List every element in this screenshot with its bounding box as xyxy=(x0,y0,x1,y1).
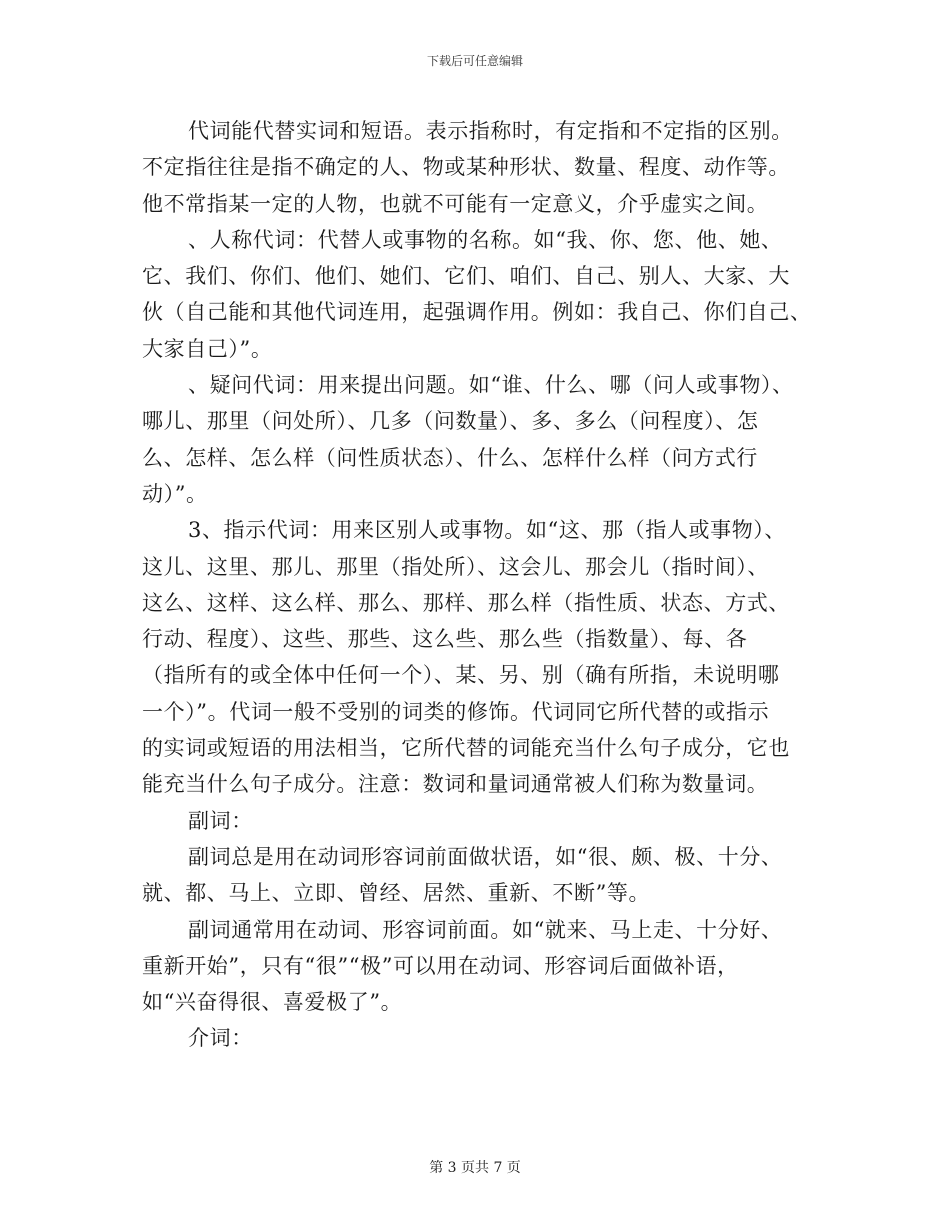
body-line: 行动、程度）、这些、那些、这么些、那么些（指数量）、每、各 xyxy=(142,627,748,652)
body-line: 这么、这样、这么样、那么、那样、那么样（指性质、状态、方式、 xyxy=(142,590,790,615)
body-line: 的实词或短语的用法相当，它所代替的词能充当什么句子成分，它也 xyxy=(142,736,790,761)
body-line: 重新开始”，只有“很”“极”可以用在动词、形容词后面做补语， xyxy=(142,953,739,978)
body-line: 代词能代替实词和短语。表示指称时，有定指和不定指的区别。 xyxy=(188,119,793,143)
body-line: 哪儿、那里（问处所）、几多（问数量）、多、多么（问程度）、怎 xyxy=(142,409,759,434)
section-heading: 介词： xyxy=(188,1026,253,1051)
body-line: 能充当什么句子成分。注意：数词和量词通常被人们称为数量词。 xyxy=(142,772,769,797)
body-line: 他不常指某一定的人物，也就不可能有一定意义，介乎虚实之间。 xyxy=(142,191,769,216)
body-line: 就、都、马上、立即、曾经、居然、重新、不断”等。 xyxy=(142,881,651,906)
body-line: 如“兴奋得很、喜爱极了”。 xyxy=(142,990,403,1015)
body-line: 副词总是用在动词形容词前面做状语，如“很、颇、极、十分、 xyxy=(188,844,783,869)
page-header: 下载后可任意编辑 xyxy=(426,54,523,68)
page-footer: 第 3 页共 7 页 xyxy=(429,1160,521,1176)
body-line: 一个）”。代词一般不受别的词类的修饰。代词同它所代替的或指示 xyxy=(142,699,770,724)
document-body xyxy=(142,113,812,1057)
body-line: 大家自己）”。 xyxy=(142,336,273,361)
body-line: 它、我们、你们、他们、她们、它们、咱们、自己、别人、大家、大 xyxy=(142,264,790,289)
body-line: 3、指示代词：用来区别人或事物。如“这、那（指人或事物）、 xyxy=(188,518,786,543)
body-line: 、疑问代词：用来提出问题。如“谁、什么、哪（问人或事物）、 xyxy=(188,373,794,398)
body-line: 不定指往往是指不确定的人、物或某种形状、数量、程度、动作等。 xyxy=(142,155,790,180)
body-line: 这儿、这里、那儿、那里（指处所）、这会儿、那会儿（指时间）、 xyxy=(142,554,769,579)
body-line: 、人称代词：代替人或事物的名称。如“我、你、您、他、她、 xyxy=(188,227,783,252)
body-line: （指所有的或全体中任何一个）、某、另、别（确有所指，未说明哪 xyxy=(142,663,780,688)
body-line: 副词通常用在动词、形容词前面。如“就来、马上走、十分好、 xyxy=(188,917,783,942)
section-heading: 副词： xyxy=(188,808,253,833)
body-line: 伙（自己能和其他代词连用，起强调作用。例如：我自己、你们自己、 xyxy=(142,300,812,325)
body-line: 么、怎样、怎么样（问性质状态）、什么、怎样什么样（问方式行 xyxy=(142,445,758,470)
body-line: 动）”。 xyxy=(142,481,208,506)
